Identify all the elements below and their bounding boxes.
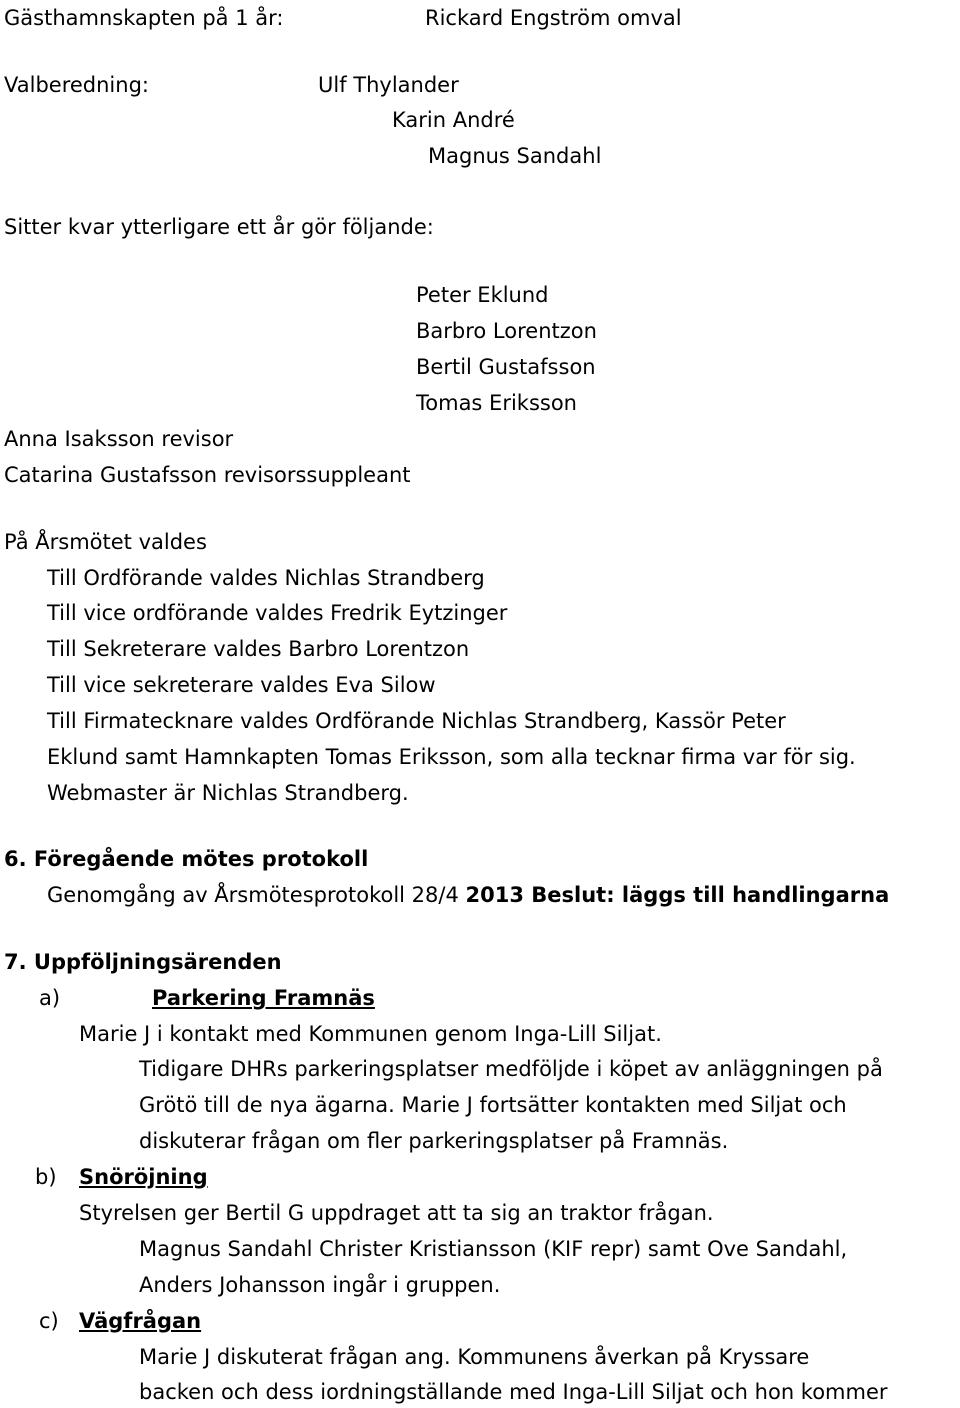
section-7-heading: 7. Uppföljningsärenden xyxy=(4,950,282,974)
item-a-line: diskuterar frågan om fler parkeringsplatser på Framnäs. xyxy=(139,1129,729,1153)
annual-meeting-line: Till vice sekreterare valdes Eva Silow xyxy=(47,673,436,697)
item-c-letter: c) xyxy=(39,1309,59,1333)
annual-meeting-heading: På Årsmötet valdes xyxy=(4,530,207,554)
item-a-line: Grötö till de nya ägarna. Marie J fortsätter kontakten med Siljat och xyxy=(139,1093,847,1117)
nomination-member: Ulf Thylander xyxy=(318,73,459,97)
remaining-member: Tomas Eriksson xyxy=(416,391,577,415)
section-6-line xyxy=(47,883,889,907)
annual-meeting-line: Till Sekreterare valdes Barbro Lorentzon xyxy=(47,637,470,661)
annual-meeting-line: Webmaster är Nichlas Strandberg. xyxy=(47,781,409,805)
item-b-lead: Styrelsen ger Bertil G uppdraget att ta sig an traktor frågan. xyxy=(79,1201,714,1225)
nomination-label: Valberedning: xyxy=(4,73,149,97)
nomination-member: Karin André xyxy=(392,108,515,132)
annual-meeting-line: Eklund samt Hamnkapten Tomas Eriksson, som alla tecknar firma var för sig. xyxy=(47,745,856,769)
item-a-title: Parkering Framnäs xyxy=(152,986,375,1010)
item-c-line: Marie J diskuterat frågan ang. Kommunens åverkan på Kryssare xyxy=(139,1345,810,1369)
nomination-member: Magnus Sandahl xyxy=(428,144,602,168)
remaining-member: Peter Eklund xyxy=(416,283,549,307)
deputy-auditor-line: Catarina Gustafsson revisorssuppleant xyxy=(4,463,411,487)
section-6-text: Genomgång av Årsmötesprotokoll 28/4 xyxy=(47,883,466,907)
guest-harbor-value: Rickard Engström omval xyxy=(425,6,682,30)
guest-harbor-label: Gästhamnskapten på 1 år: xyxy=(4,6,284,30)
item-c-title: Vägfrågan xyxy=(79,1309,202,1333)
remaining-member: Bertil Gustafsson xyxy=(416,355,596,379)
item-a-letter: a) xyxy=(39,986,61,1010)
annual-meeting-line: Till vice ordförande valdes Fredrik Eytzinger xyxy=(47,601,508,625)
item-a-line: Tidigare DHRs parkeringsplatser medföljde i köpet av anläggningen på xyxy=(139,1057,883,1081)
item-a-lead: Marie J i kontakt med Kommunen genom Inga-Lill Siljat. xyxy=(79,1022,662,1046)
item-b-line: Magnus Sandahl Christer Kristiansson (KIF repr) samt Ove Sandahl, xyxy=(139,1237,848,1261)
item-b-line: Anders Johansson ingår i gruppen. xyxy=(139,1273,501,1297)
remaining-heading: Sitter kvar ytterligare ett år gör följande: xyxy=(4,215,434,239)
annual-meeting-line: Till Ordförande valdes Nichlas Strandberg xyxy=(47,566,485,590)
item-b-title: Snöröjning xyxy=(79,1165,208,1189)
item-b-letter: b) xyxy=(35,1165,57,1189)
section-6-heading: 6. Föregående mötes protokoll xyxy=(4,847,369,871)
remaining-member: Barbro Lorentzon xyxy=(416,319,597,343)
item-c-line: backen och dess iordningställande med Inga-Lill Siljat och hon kommer xyxy=(139,1380,888,1404)
auditor-line: Anna Isaksson revisor xyxy=(4,427,234,451)
section-6-decision: 2013 Beslut: läggs till handlingarna xyxy=(465,883,890,907)
annual-meeting-line: Till Firmatecknare valdes Ordförande Nichlas Strandberg, Kassör Peter xyxy=(47,709,786,733)
